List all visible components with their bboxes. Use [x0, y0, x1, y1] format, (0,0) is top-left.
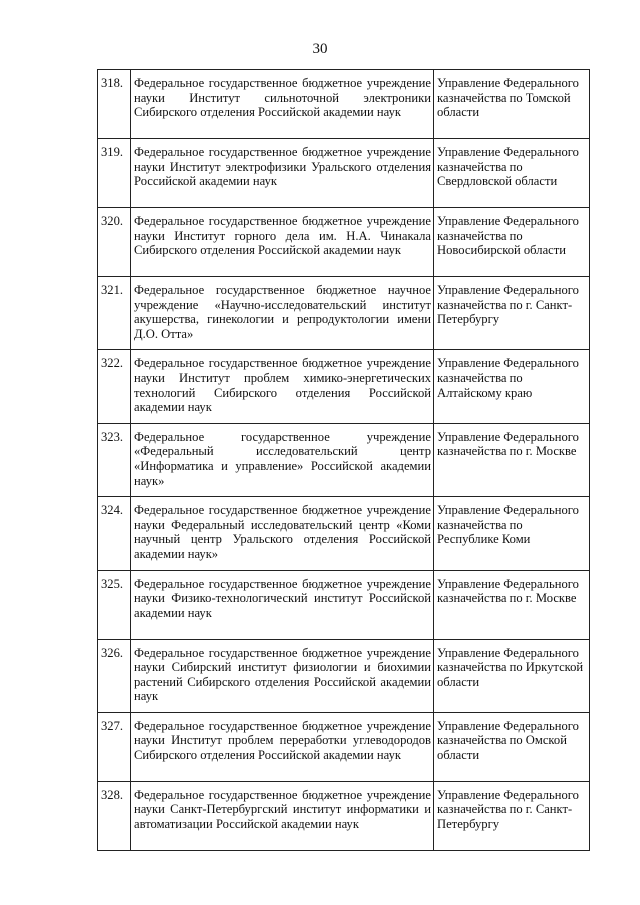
treasury-office: Управление Федерального казначейства по г. Москве: [434, 423, 590, 496]
row-number: 321.: [98, 277, 131, 350]
table-row: [98, 70, 590, 139]
organization-name: Федеральное государственное бюджетное научное учреждение «Научно-исследовательский институт акушерства, гинекологии и репродуктологии имени Д.О. Отта»: [131, 277, 434, 350]
organization-name: Федеральное государственное бюджетное учреждение науки Сибирский институт физиологии и биохимии растений Сибирского отделения Российской академии наук: [131, 639, 434, 712]
row-number: 319.: [98, 139, 131, 208]
organization-name: Федеральное государственное бюджетное учреждение науки Физико-технологический институт Российской академии наук: [131, 570, 434, 639]
table-row: [98, 497, 590, 570]
row-number: 326.: [98, 639, 131, 712]
organization-name: Федеральное государственное бюджетное учреждение науки Институт проблем химико-энергетических технологий Сибирского отделения Российской академии наук: [131, 350, 434, 423]
registry-table: [97, 69, 590, 851]
row-number: 323.: [98, 423, 131, 496]
table-row: [98, 712, 590, 781]
organization-name: Федеральное государственное бюджетное учреждение науки Санкт-Петербургский институт информатики и автоматизации Российской академии наук: [131, 781, 434, 850]
organization-name: Федеральное государственное бюджетное учреждение науки Федеральный исследовательский центр «Коми научный центр Уральского отделения Российской академии наук»: [131, 497, 434, 570]
table-row: [98, 277, 590, 350]
row-number: 320.: [98, 208, 131, 277]
treasury-office: Управление Федерального казначейства по Иркутской области: [434, 639, 590, 712]
organization-name: Федеральное государственное бюджетное учреждение науки Институт проблем переработки углеводородов Сибирского отделения Российской академии наук: [131, 712, 434, 781]
table-row: [98, 423, 590, 496]
table-row: [98, 570, 590, 639]
treasury-office: Управление Федерального казначейства по г. Москве: [434, 570, 590, 639]
organization-name: Федеральное государственное бюджетное учреждение науки Институт горного дела им. Н.А. Чинакала Сибирского отделения Российской академии наук: [131, 208, 434, 277]
treasury-office: Управление Федерального казначейства по Томской области: [434, 70, 590, 139]
treasury-office: Управление Федерального казначейства по г. Санкт-Петербургу: [434, 277, 590, 350]
page-number: 30: [312, 41, 328, 57]
table-row: [98, 208, 590, 277]
treasury-office: Управление Федерального казначейства по Новосибирской области: [434, 208, 590, 277]
row-number: 322.: [98, 350, 131, 423]
organization-name: Федеральное государственное бюджетное учреждение науки Институт электрофизики Уральского отделения Российской академии наук: [131, 139, 434, 208]
table-row: [98, 639, 590, 712]
row-number: 327.: [98, 712, 131, 781]
row-number: 328.: [98, 781, 131, 850]
row-number: 324.: [98, 497, 131, 570]
organization-name: Федеральное государственное учреждение «Федеральный исследовательский центр «Информатика и управление» Российской академии наук»: [131, 423, 434, 496]
table-row: [98, 350, 590, 423]
organization-name: Федеральное государственное бюджетное учреждение науки Институт сильноточной электроники Сибирского отделения Российской академии наук: [131, 70, 434, 139]
treasury-office: Управление Федерального казначейства по г. Санкт-Петербургу: [434, 781, 590, 850]
treasury-office: Управление Федерального казначейства по Омской области: [434, 712, 590, 781]
row-number: 325.: [98, 570, 131, 639]
treasury-office: Управление Федерального казначейства по Алтайскому краю: [434, 350, 590, 423]
row-number: 318.: [98, 70, 131, 139]
table-row: [98, 781, 590, 850]
table-row: [98, 139, 590, 208]
treasury-office: Управление Федерального казначейства по Свердловской области: [434, 139, 590, 208]
treasury-office: Управление Федерального казначейства по Республике Коми: [434, 497, 590, 570]
